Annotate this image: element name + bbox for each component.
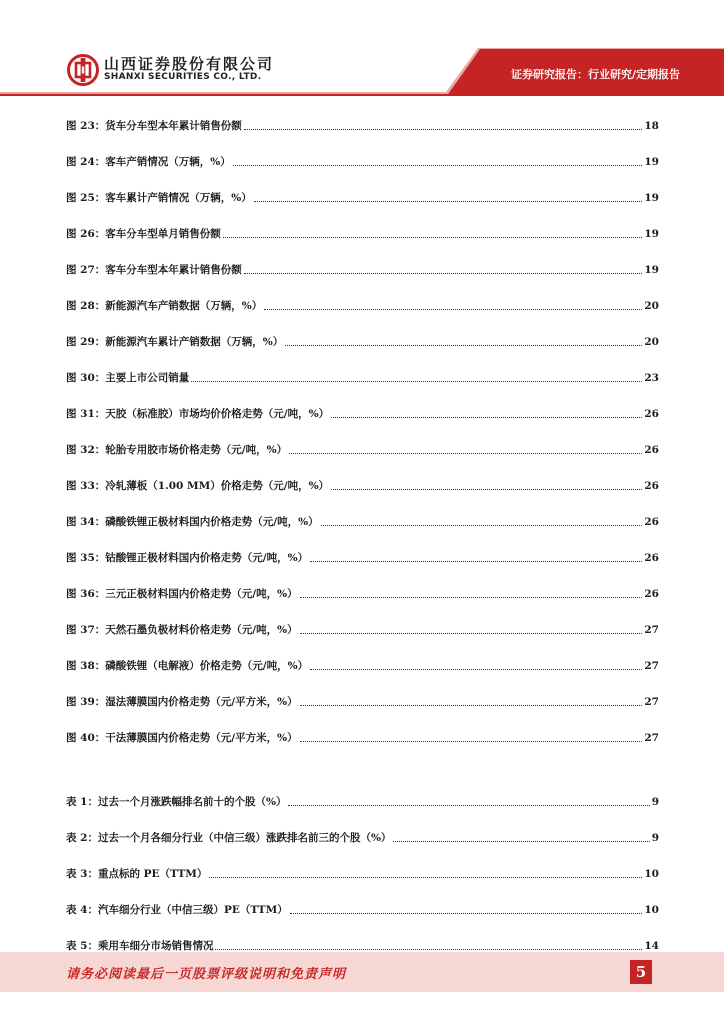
toc-page: 26 xyxy=(644,408,659,420)
toc-page: 26 xyxy=(644,516,659,528)
toc-label: 表 3：重点标的 PE（TTM） xyxy=(66,868,208,880)
toc-label: 图 27：客车分车型本年累计销售份额 xyxy=(66,264,242,276)
toc-page: 26 xyxy=(644,480,659,492)
toc-leader-dots xyxy=(191,381,642,382)
toc-row-table-1[interactable] xyxy=(66,773,659,809)
company-name-en: SHANXI SECURITIES CO., LTD. xyxy=(104,72,262,82)
toc-row-table-3[interactable] xyxy=(66,845,659,881)
toc-page: 26 xyxy=(644,588,659,600)
toc-row-figure-26[interactable] xyxy=(66,205,659,241)
toc-page: 20 xyxy=(644,336,659,348)
toc-row-figure-38[interactable] xyxy=(66,637,659,673)
toc-leader-dots xyxy=(310,561,642,562)
toc-page: 19 xyxy=(644,192,659,204)
toc-page: 14 xyxy=(644,940,659,952)
page-header xyxy=(0,0,724,96)
toc-row-figure-28[interactable] xyxy=(66,277,659,313)
toc-label: 图 38：磷酸铁锂（电解液）价格走势（元/吨，%） xyxy=(66,660,309,672)
toc-page: 18 xyxy=(644,120,659,132)
toc-page: 27 xyxy=(644,624,659,636)
company-name-cn: 山西证券股份有限公司 xyxy=(104,55,275,73)
toc-leader-dots xyxy=(300,597,643,598)
toc-leader-dots xyxy=(331,417,642,418)
toc-row-table-4[interactable] xyxy=(66,881,659,917)
toc-page: 20 xyxy=(644,300,659,312)
toc-leader-dots xyxy=(300,705,643,706)
toc-leader-dots xyxy=(321,525,643,526)
toc-page: 26 xyxy=(644,552,659,564)
toc-row-figure-27[interactable] xyxy=(66,241,659,277)
toc-row-figure-35[interactable] xyxy=(66,529,659,565)
toc-label: 图 35：钴酸锂正极材料国内价格走势（元/吨，%） xyxy=(66,552,309,564)
toc-label: 图 29：新能源汽车累计产销数据（万辆，%） xyxy=(66,336,284,348)
toc-page: 10 xyxy=(644,904,659,916)
toc-row-figure-36[interactable] xyxy=(66,565,659,601)
toc-row-figure-40[interactable] xyxy=(66,709,659,745)
toc-page: 23 xyxy=(644,372,659,384)
toc-label: 图 31：天胶（标准胶）市场均价价格走势（元/吨，%） xyxy=(66,408,330,420)
toc-leader-dots xyxy=(331,489,642,490)
toc-label: 图 36：三元正极材料国内价格走势（元/吨，%） xyxy=(66,588,298,600)
report-type-label: 证券研究报告：行业研究/定期报告 xyxy=(510,68,680,81)
toc-leader-dots xyxy=(264,309,642,310)
toc-leader-dots xyxy=(300,741,643,742)
toc-leader-dots xyxy=(244,273,643,274)
table-list xyxy=(66,773,659,953)
toc-leader-dots xyxy=(209,877,642,878)
toc-label: 表 5：乘用车细分市场销售情况 xyxy=(66,940,214,952)
toc-page: 19 xyxy=(644,264,659,276)
toc-page: 10 xyxy=(644,868,659,880)
toc-page: 26 xyxy=(644,444,659,456)
toc-label: 图 24：客车产销情况（万辆，%） xyxy=(66,156,231,168)
page-footer xyxy=(0,952,724,992)
toc-label: 表 2：过去一个月各细分行业（中信三级）涨跌排名前三的个股（%） xyxy=(66,832,392,844)
toc-row-table-2[interactable] xyxy=(66,809,659,845)
toc-leader-dots xyxy=(233,165,643,166)
toc-row-figure-23[interactable] xyxy=(66,97,659,133)
toc-row-figure-34[interactable] xyxy=(66,493,659,529)
toc-leader-dots xyxy=(289,453,642,454)
toc-label: 表 4：汽车细分行业（中信三级）PE（TTM） xyxy=(66,904,288,916)
toc-label: 图 30：主要上市公司销量 xyxy=(66,372,190,384)
toc-label: 图 40：干法薄膜国内价格走势（元/平方米，%） xyxy=(66,732,298,744)
toc-page: 27 xyxy=(644,660,659,672)
toc-leader-dots xyxy=(244,129,643,130)
toc-label: 图 28：新能源汽车产销数据（万辆，%） xyxy=(66,300,263,312)
toc-row-figure-25[interactable] xyxy=(66,169,659,205)
toc-leader-dots xyxy=(223,237,643,238)
toc-row-figure-24[interactable] xyxy=(66,133,659,169)
toc-page: 27 xyxy=(644,696,659,708)
toc-page: 27 xyxy=(644,732,659,744)
toc-row-figure-29[interactable] xyxy=(66,313,659,349)
toc-label: 图 33：冷轧薄板（1.00 MM）价格走势（元/吨，%） xyxy=(66,480,330,492)
toc-leader-dots xyxy=(254,201,643,202)
page-number: 5 xyxy=(630,960,652,984)
toc-page: 19 xyxy=(644,228,659,240)
toc-label: 图 25：客车累计产销情况（万辆，%） xyxy=(66,192,252,204)
toc-page: 9 xyxy=(651,832,659,844)
toc-label: 图 32：轮胎专用胶市场价格走势（元/吨，%） xyxy=(66,444,288,456)
toc-row-figure-37[interactable] xyxy=(66,601,659,637)
toc-page: 9 xyxy=(651,796,659,808)
toc-label: 图 39：湿法薄膜国内价格走势（元/平方米，%） xyxy=(66,696,298,708)
toc-leader-dots xyxy=(300,633,643,634)
figure-list xyxy=(66,97,659,745)
disclaimer-text: 请务必阅读最后一页股票评级说明和免责声明 xyxy=(66,967,347,982)
toc-label: 表 1：过去一个月涨跌幅排名前十的个股（%） xyxy=(66,796,287,808)
toc-leader-dots xyxy=(310,669,642,670)
toc-row-figure-33[interactable] xyxy=(66,457,659,493)
toc-label: 图 26：客车分车型单月销售份额 xyxy=(66,228,221,240)
toc-leader-dots xyxy=(215,949,642,950)
toc-leader-dots xyxy=(285,345,642,346)
toc-label: 图 34：磷酸铁锂正极材料国内价格走势（元/吨，%） xyxy=(66,516,319,528)
toc-label: 图 23：货车分车型本年累计销售份额 xyxy=(66,120,242,132)
toc-row-figure-30[interactable] xyxy=(66,349,659,385)
toc-row-figure-32[interactable] xyxy=(66,421,659,457)
toc-label: 图 37：天然石墨负极材料价格走势（元/吨，%） xyxy=(66,624,298,636)
toc-leader-dots xyxy=(290,913,643,914)
toc-leader-dots xyxy=(393,841,649,842)
toc-row-figure-31[interactable] xyxy=(66,385,659,421)
toc-row-figure-39[interactable] xyxy=(66,673,659,709)
toc-row-table-5[interactable] xyxy=(66,917,659,953)
toc-leader-dots xyxy=(288,805,649,806)
company-logo-icon xyxy=(67,54,99,86)
toc-page: 19 xyxy=(644,156,659,168)
